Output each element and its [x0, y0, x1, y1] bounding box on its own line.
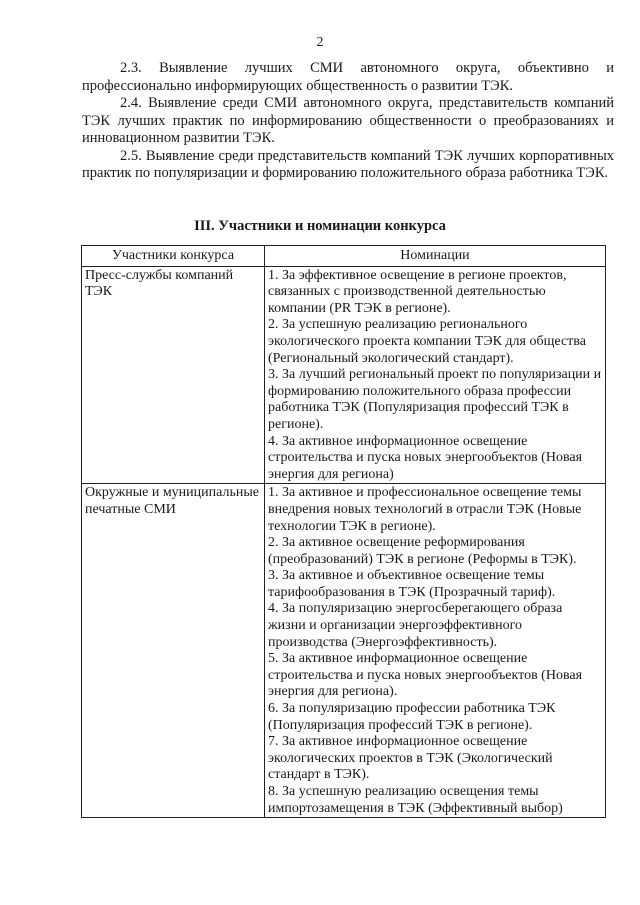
nomination-item: 5. За активное информационное освещение строительства и пуска новых энергообъектов (Новая энергия для региона).	[268, 651, 583, 700]
nominations-cell	[265, 266, 606, 484]
page-number: 2	[316, 35, 324, 50]
table-row	[82, 484, 606, 818]
paragraph-2-5: 2.5. Выявление среди представительств компаний ТЭК лучших корпоративных практик по популяризации и формированию положительного образа работника ТЭК.	[82, 147, 614, 181]
participant-cell: Пресс-службы компаний ТЭК	[82, 266, 265, 484]
nomination-item: 8. За успешную реализацию освещения темы импортозамещения в ТЭК (Эффективный выбор)	[268, 784, 563, 816]
section-title: III. Участники и номинации конкурса	[194, 218, 446, 234]
nomination-item: 3. За активное и объективное освещение темы тарифообразования в ТЭК (Прозрачный тариф).	[268, 568, 556, 600]
paragraph-2-3: 2.3. Выявление лучших СМИ автономного округа, объективно и профессионально информирующих общественность о развитии ТЭК.	[82, 60, 614, 94]
nomination-item: 1. За эффективное освещение в регионе проектов, связанных с производственной деятельностью компании (PR ТЭК в регионе).	[268, 267, 567, 316]
goals-paragraphs	[82, 60, 614, 183]
table-row	[82, 266, 606, 484]
nomination-item: 2. За успешную реализацию регионального экологического проекта компании ТЭК для общества (Региональный экологический стандарт).	[268, 317, 586, 366]
nominations-cell	[265, 484, 606, 818]
participant-cell: Окружные и муниципальные печатные СМИ	[82, 484, 265, 818]
nomination-item: 6. За популяризацию профессии работника ТЭК (Популяризация профессий ТЭК в регионе).	[268, 701, 556, 733]
header-participants: Участники конкурса	[82, 246, 265, 267]
nomination-item: 2. За активное освещение реформирования (преобразований) ТЭК в регионе (Реформы в ТЭК).	[268, 535, 577, 567]
nominations-table	[81, 245, 606, 818]
nomination-item: 3. За лучший региональный проект по популяризации и формированию положительного образа профессии работника ТЭК (Популяризация профессий ТЭК в регионе).	[268, 367, 602, 432]
nomination-item: 1. За активное и профессиональное освещение темы внедрения новых технологий в отрасли ТЭК (Новые технологии ТЭК в регионе).	[268, 485, 582, 534]
header-nominations: Номинации	[265, 246, 606, 267]
nomination-item: 4. За популяризацию энергосберегающего образа жизни и организации энергоэффективного производства (Энергоэффективность).	[268, 601, 563, 650]
paragraph-2-4: 2.4. Выявление среди СМИ автономного округа, представительств компаний ТЭК лучших практик по информированию общественности о преобразованиях и инновационном развитии ТЭК.	[82, 95, 614, 146]
nomination-item: 7. За активное информационное освещение экологических проектов в ТЭК (Экологический стандарт в ТЭК).	[268, 734, 553, 783]
nomination-item: 4. За активное информационное освещение строительства и пуска новых энергообъектов (Новая энергия для региона)	[268, 433, 583, 482]
table-header-row	[82, 246, 606, 267]
